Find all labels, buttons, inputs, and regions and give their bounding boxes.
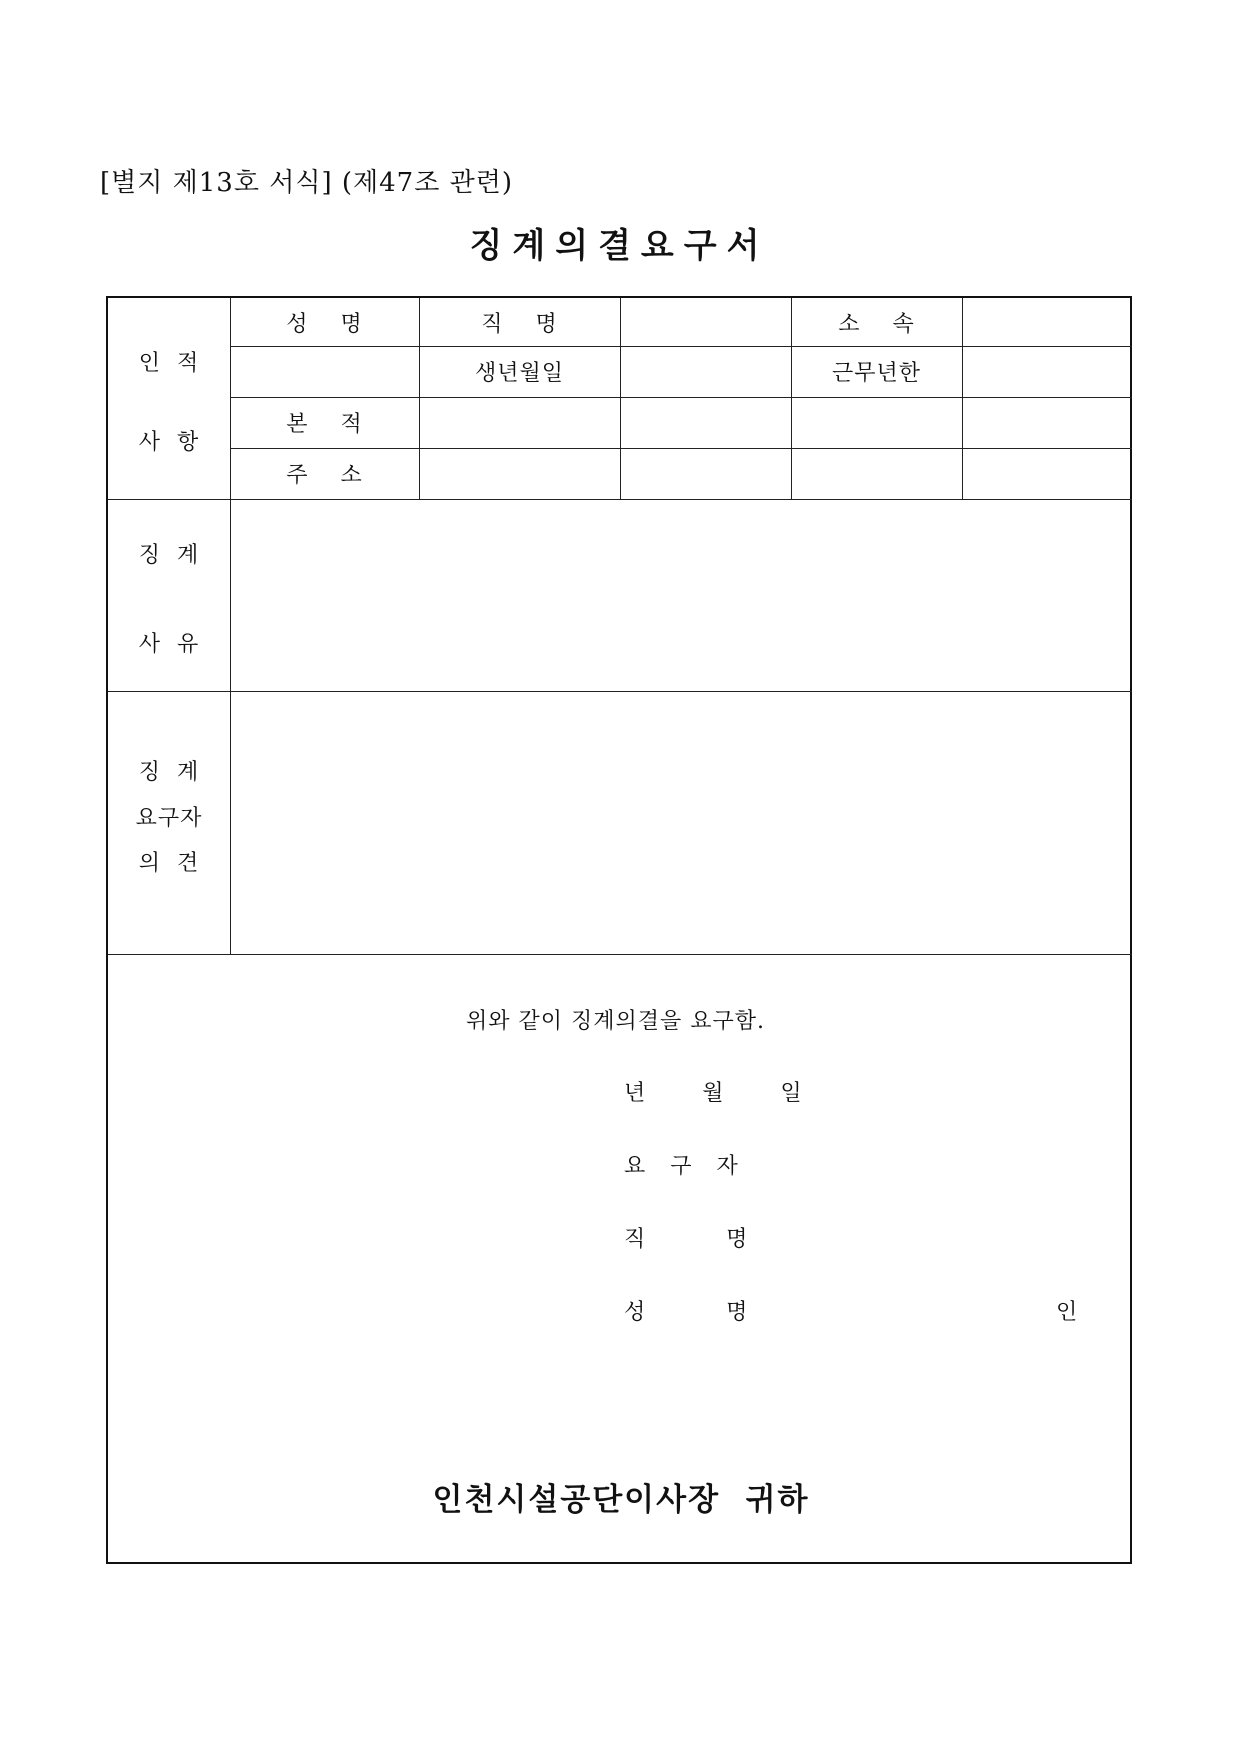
service-years-label: 근무년한 [831, 361, 921, 386]
label-line: 사 유 [138, 632, 200, 657]
address-value-cell[interactable] [419, 448, 1132, 499]
label-line: 징 계 [138, 543, 200, 568]
document-title: 징계의결요구서 [469, 226, 770, 266]
birth-date-label: 생년월일 [474, 361, 564, 386]
disciplinary-request-form [106, 296, 1132, 1564]
addressee-line: 인천시설공단이사장 귀하 [432, 1482, 810, 1518]
seal-mark: 인 [1056, 1300, 1079, 1325]
section-divider [108, 954, 1132, 955]
requester-opinion-label [108, 755, 230, 877]
date-line: 년 월 일 [624, 1081, 803, 1106]
registered-domicile-label: 본 적 [286, 412, 363, 437]
requester-label: 요 구 자 [624, 1154, 739, 1179]
label-line: 사 항 [138, 430, 200, 455]
requester-position-label: 직 명 [624, 1227, 749, 1252]
label-line: 요구자 [135, 805, 203, 831]
label-line: 인 적 [138, 351, 200, 376]
affiliation-value-cell[interactable] [962, 298, 1132, 346]
disciplinary-reason-field[interactable] [230, 499, 1132, 691]
birth-date-value-cell[interactable] [620, 346, 791, 397]
requester-opinion-field[interactable] [230, 691, 1132, 954]
name-value-cell[interactable] [230, 346, 419, 397]
service-years-value-cell[interactable] [962, 346, 1132, 397]
registered-domicile-value-cell[interactable] [419, 397, 1132, 448]
name-label: 성 명 [286, 311, 363, 337]
position-value-cell[interactable] [620, 298, 791, 346]
address-label: 주 소 [286, 463, 363, 488]
label-line: 의 견 [138, 851, 200, 876]
requester-name-label: 성 명 [624, 1300, 749, 1325]
personal-info-section-label [108, 346, 230, 456]
label-line: 징 계 [138, 760, 200, 785]
position-label: 직 명 [481, 311, 558, 337]
affiliation-label: 소 속 [838, 311, 915, 337]
disciplinary-reason-label [108, 538, 230, 658]
form-number-note: [별지 제13호 서식] (제47조 관련) [100, 168, 513, 198]
request-statement: 위와 같이 징계의결을 요구함. [466, 1009, 765, 1034]
